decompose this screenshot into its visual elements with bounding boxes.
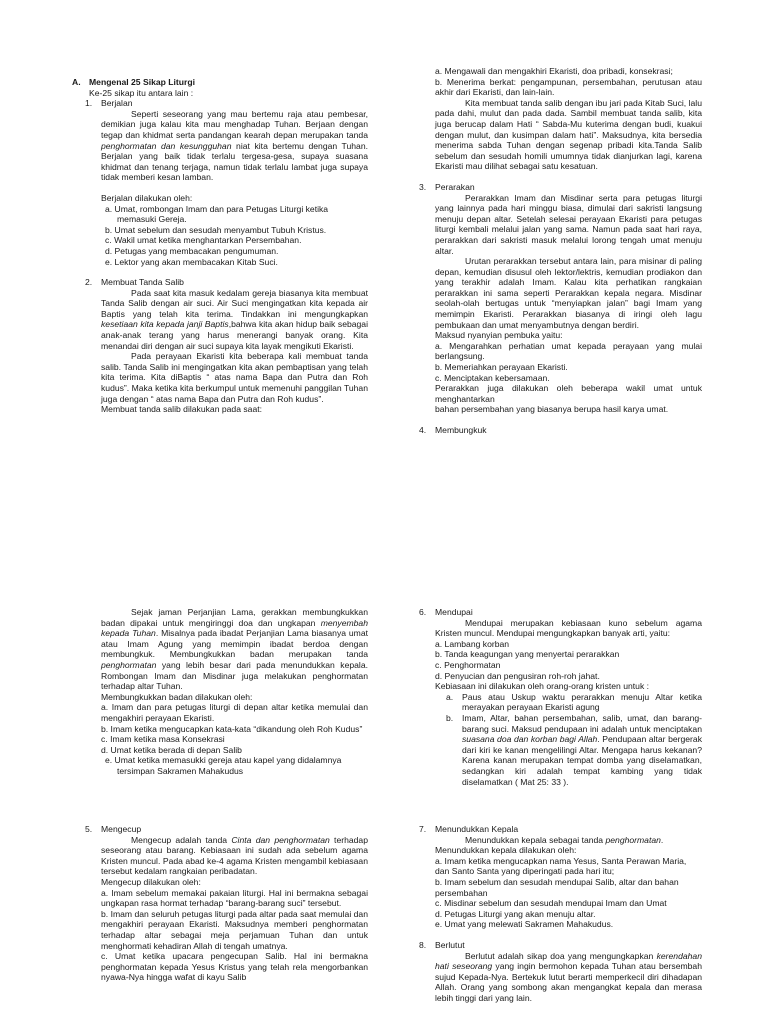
list-item: c. Misdinar sebelum dan sesudah mendupai Imam dan Umat [435,898,667,909]
item-3-heading [419,182,702,193]
list-item: d. Petugas Liturgi yang akan menuju altar. [435,908,596,919]
item-8-heading [419,940,702,951]
list-item: c. Wakil umat ketika menghantarkan Persembahan. [105,235,302,246]
list-item: e. Umat yang melewati Sakramen Mahakudus. [435,919,614,930]
left-column-middle [101,607,368,777]
item-number: 2. [85,277,93,288]
paragraph: Sejak jaman Perjanjian Lama, gerakkan membungkukkan badan dipakai untuk mengiringgi doa dan ungkapan menyembah kepada Tuhan. Misalnya pada ibadat Perjanjian Lama biasanya umat atau Imam Agung yang memimpin ibadat berdoa dengan membungkuk. Membungkukkan badan merupakan tanda penghormatan yang lebih besar dari pada menundukkan kepala. Rombongan Imam dan Misdinar juga melakukan penghormatan terhadap altar Tuhan. [101,607,369,692]
list-lead: Menundukkan kepala dilakukan oleh: [435,845,577,856]
item-3-body [419,193,702,415]
item-6-heading [419,607,702,618]
list-item: a. Umat, rombongan Imam dan para Petugas Liturgi ketika memasuki Gereja. [105,203,329,225]
item-2-heading [72,277,368,288]
item-1-heading [72,98,368,109]
list-item: e. Umat ketika memasukki gereja atau kapel yang didalamnya tersimpan Sakramen Mahakudus [105,755,342,776]
item-number: 6. [419,607,427,617]
item-number: 5. [85,824,93,834]
list-item: a. Lambang korban [435,638,510,649]
list-lead: Maksud nyanyian pembuka yaitu: [435,330,563,341]
paragraph: Seperti seseorang yang mau bertemu raja atau pembesar, demikian juga kalau kita mau menghadap Tuhan. Berjaan dengan tegap dan khidmat serta pandangan kearah depan merupakan tanda penghormatan dan kesungguhan niat kita bertemu dengan Tuhan. Berjalan yang baik tidak terlalu tergesa-gesa, supaya suasana khidmat dan tenang terjaga, namun tidak terlalu lambat juga supaya tidak memberi kesan lamban. [101,108,368,183]
list-item: c. Menciptakan kebersamaan. [435,372,550,383]
item-number: 1. [85,98,93,109]
item-title: Berjalan [101,98,133,109]
paragraph: Pada saat kita masuk kedalam gereja biasanya kita membuat Tanda Salib dengan air suci. Air Suci mengingatkan kita kepada air Baptis yang telah kita terima. Tindakkan ini mengungkapkan kesetiaan kita kepada janji Baptis,bahwa kita akan hidup baik sebagai anak-anak terang yang harus menerangi banyak orang. Kita menandai diri dengan air suci supaya kita layak mengikuti Ekaristi. [101,287,368,351]
paragraph: Pada perayaan Ekaristi kita beberapa kali membuat tanda salib. Tanda Salib ini mengingatkan kita akan pembaptisan yang telah kita terima. Kita diBaptis “ atas nama Bapa dan Putra dan Roh kudus”. Maka ketika kita berkumpul untuk memenuhi panggilan Tuhan juga dengan “ atas nama Bapa dan Putra dan Roh kudus”. [101,351,368,404]
list-item: d. Petugas yang membacakan pengumuman. [105,245,279,256]
item-title: Mengecup [101,824,142,834]
list-item: a. Imam dan para petugas liturgi di depan altar ketika memulai dan mengakhiri perayaan Ekaristi. [101,702,368,723]
list-item: e. Lektor yang akan membacakan Kitab Suci. [105,256,278,267]
item-number: 7. [419,824,427,834]
paragraph: Kita membuat tanda salib dengan ibu jari pada Kitab Suci, lalu pada dahi, mulut dan pada dada. Sambil membuat tanda salib, kita juga berucap dalam Hati “ Sabda-Mu kuterima dengan budi, kuakui dengan mulut, dan kusimpan dalam hati”. Maksudnya, kita bersedia menerima sabda Tuhan dengan segenap pribadi kita.Tanda Salib sebelum dan sesudah homili umumnya tidak dianjurkan lagi, karena Ekaristi mau dilihat sebagai satu kesatuan. [435,97,702,172]
list-item: a. Mengarahkan perhatian umat kepada perayaan yang mulai berlangsung. [435,340,702,362]
list-item: a. Mengawali dan mengakhiri Ekaristi, doa pribadi, konsekrasi; [435,66,673,76]
item-title: Berlutut [435,939,465,950]
paragraph: Perarakkan juga dilakukan oleh beberapa wakil umat untuk menghantarkan [435,383,702,404]
paragraph: Menundukkan kepala sebagai tanda penghormatan. [465,834,664,845]
item-number: 8. [419,939,427,950]
list-lead: Membungkukkan badan dilakukan oleh: [101,691,253,702]
item-2-body [72,288,368,415]
section-heading [72,77,368,88]
left-column-top [72,77,368,415]
item-2-continued [419,66,702,172]
sub-list-item: b. Imam, Altar, bahan persembahan, salib, umat, dan barang-barang suci. Maksud pendupaan ini adalah untuk menciptakan suasana doa dan korban bagi Allah. Pendupaan altar bergerak dari kiri ke kanan mengelilingi Altar. Mengapa harus kekanan? Karena kanan merupakan tempat domba yang diselamatkan, sedangkan kiri adalah tempat kambing yang tidak diselamatkan ( Mat 25: 33 ). [446,712,702,787]
right-column-middle [419,607,702,787]
right-column-bottom [419,824,702,1004]
paragraph: Perarakkan Imam dan Misdinar serta para petugas liturgi yang lainnya pada hari minggu biasa, dimulai dari sakristi langsung menuju depan altar. Setelah selesai perayaan Ekaristi para petugas liturgi kembali melalui jalan yang sama. Namun pada saat hari raya, perarakkan dari sakristi masuk melalui lorong tengah umat menuju altar. [435,192,702,256]
list-item: a. Imam sebelum memakai pakaian liturgi. Hal ini bermakna sebagai ungkapan rasa hormat terhadap “barang-barang suci” tersebut. [101,887,368,909]
paragraph: bahan persembahan yang biasanya berupa hasil karya umat. [435,404,669,415]
item-number: 4. [419,425,427,435]
list-lead: Mengecup dilakukan oleh: [101,876,201,887]
section-title: Mengenal 25 Sikap Liturgi [89,77,196,87]
list-lead: Berjalan dilakukan oleh: [101,192,193,203]
item-5-heading [85,824,368,835]
list-item: b. Umat sebelum dan sesudah menyambut Tubuh Kristus. [105,224,327,235]
list-item: b. Tanda keagungan yang menyertai perarakkan [435,649,620,660]
list-item: a. Imam ketika mengucapkan nama Yesus, Santa Perawan Maria, dan Santo Santa yang diperingati pada hari itu; [435,855,687,877]
list-item: b. Memeriahkan perayaan Ekaristi. [435,362,568,373]
item-title: Perarakan [435,181,475,192]
list-lead: Membuat tanda salib dilakukan pada saat: [101,404,262,415]
item-7-body [419,835,702,930]
item-8-body [419,951,702,1004]
item-7-heading [419,824,702,835]
list-item: d. Penyucian dan pengusiran roh-roh jahat. [435,670,600,681]
section-intro: Ke-25 sikap itu antara lain : [89,87,194,98]
left-column-bottom [85,824,368,983]
item-5-body [85,835,368,983]
item-number: 3. [419,181,427,192]
item-title: Menundukkan Kepala [435,824,519,834]
right-column-top [419,66,702,436]
item-title: Membuat Tanda Salib [101,277,184,288]
list-item: b. Imam dan seluruh petugas liturgi pada altar pada saat memulai dan mengakhiri perayaan Ekaristi. Maksudnya memberi penghormatan terhadap altar sebagai meja perjamuan Tuhan dan untuk menghormati kehadiran Allah di tengah umatnya. [101,908,368,951]
list-item: b. Imam ketika mengucapkan kata-kata “dikandung oleh Roh Kudus” [101,723,363,734]
sub-list-item: a. Paus atau Uskup waktu perarakkan menuju Altar ketika merayakan perayaan Ekaristi agung [446,691,702,713]
item-6-body [419,618,702,788]
list-item: b. Menerima berkat: pengampunan, persembahan, perutusan atau akhir dari Ekaristi, dan lain-lain. [435,76,702,98]
list-item: c. Imam ketika masa Konsekrasi [101,734,225,745]
item-title: Mendupai [435,607,473,617]
section-letter: A. [72,77,81,87]
list-item: c. Umat ketika upacara pengecupan Salib. Hal ini bermakna penghormatan kepada Yesus Kristus yang telah rela mengorbankan nyawa-Nya hingga wafat di kayu Salib [101,951,368,983]
list-item: b. Imam sebelum dan sesudah mendupai Salib, altar dan bahan persembahan [435,876,679,898]
item-4-heading [419,425,702,436]
paragraph: Mengecup adalah tanda Cinta dan penghormatan terhadap seseorang atau barang. Kebiasaan ini sudah ada sebelum agama Kristen muncul. Pada abad ke-4 agama Kristen mengambil kebiasaan tersebut kedalam rangkaian peribadatan. [101,834,368,877]
list-item: d. Umat ketika berada di depan Salib [101,744,242,755]
item-title: Membungkuk [435,425,487,435]
paragraph: Berlutut adalah sikap doa yang mengungkapkan kerendahan hati seseorang yang ingin bermohon kepada Tuhan atau bersembah sujud Kepada-Nya. Bertekuk lutut berarti memperkecil diri dihadapan Allah. Orang yang sombong akan mengangkat kepala dan merasa lebih tinggi dari yang lain. [435,950,702,1003]
paragraph: Mendupai merupakan kebiasaan kuno sebelum agama Kristen muncul. Mendupai mengungkapkan banyak arti, yaitu: [435,617,702,639]
paragraph: Urutan perarakkan tersebut antara lain, para misinar di paling depan, kemudian disusul oleh lektor/lektris, kemudian prodiakon dan yang terakhir adalah Imam. Kalau kita perhatikan rangkaian perarakkan ini sama seperti Perarakkan kepala negara. Misdinar seolah-olah bertugas untuk “menyiapkan jalan” bagi Imam yang memimpin Ekaristi. Perarakkan biasanya di iringi oleh lagu pembukaan dan umat menyambutnya dengan berdiri. [435,256,702,330]
item-1-body [72,109,368,267]
list-item: c. Penghormatan [435,659,501,670]
list-lead: Kebiasaan ini dilakukan oleh orang-orang kristen untuk : [435,681,650,692]
